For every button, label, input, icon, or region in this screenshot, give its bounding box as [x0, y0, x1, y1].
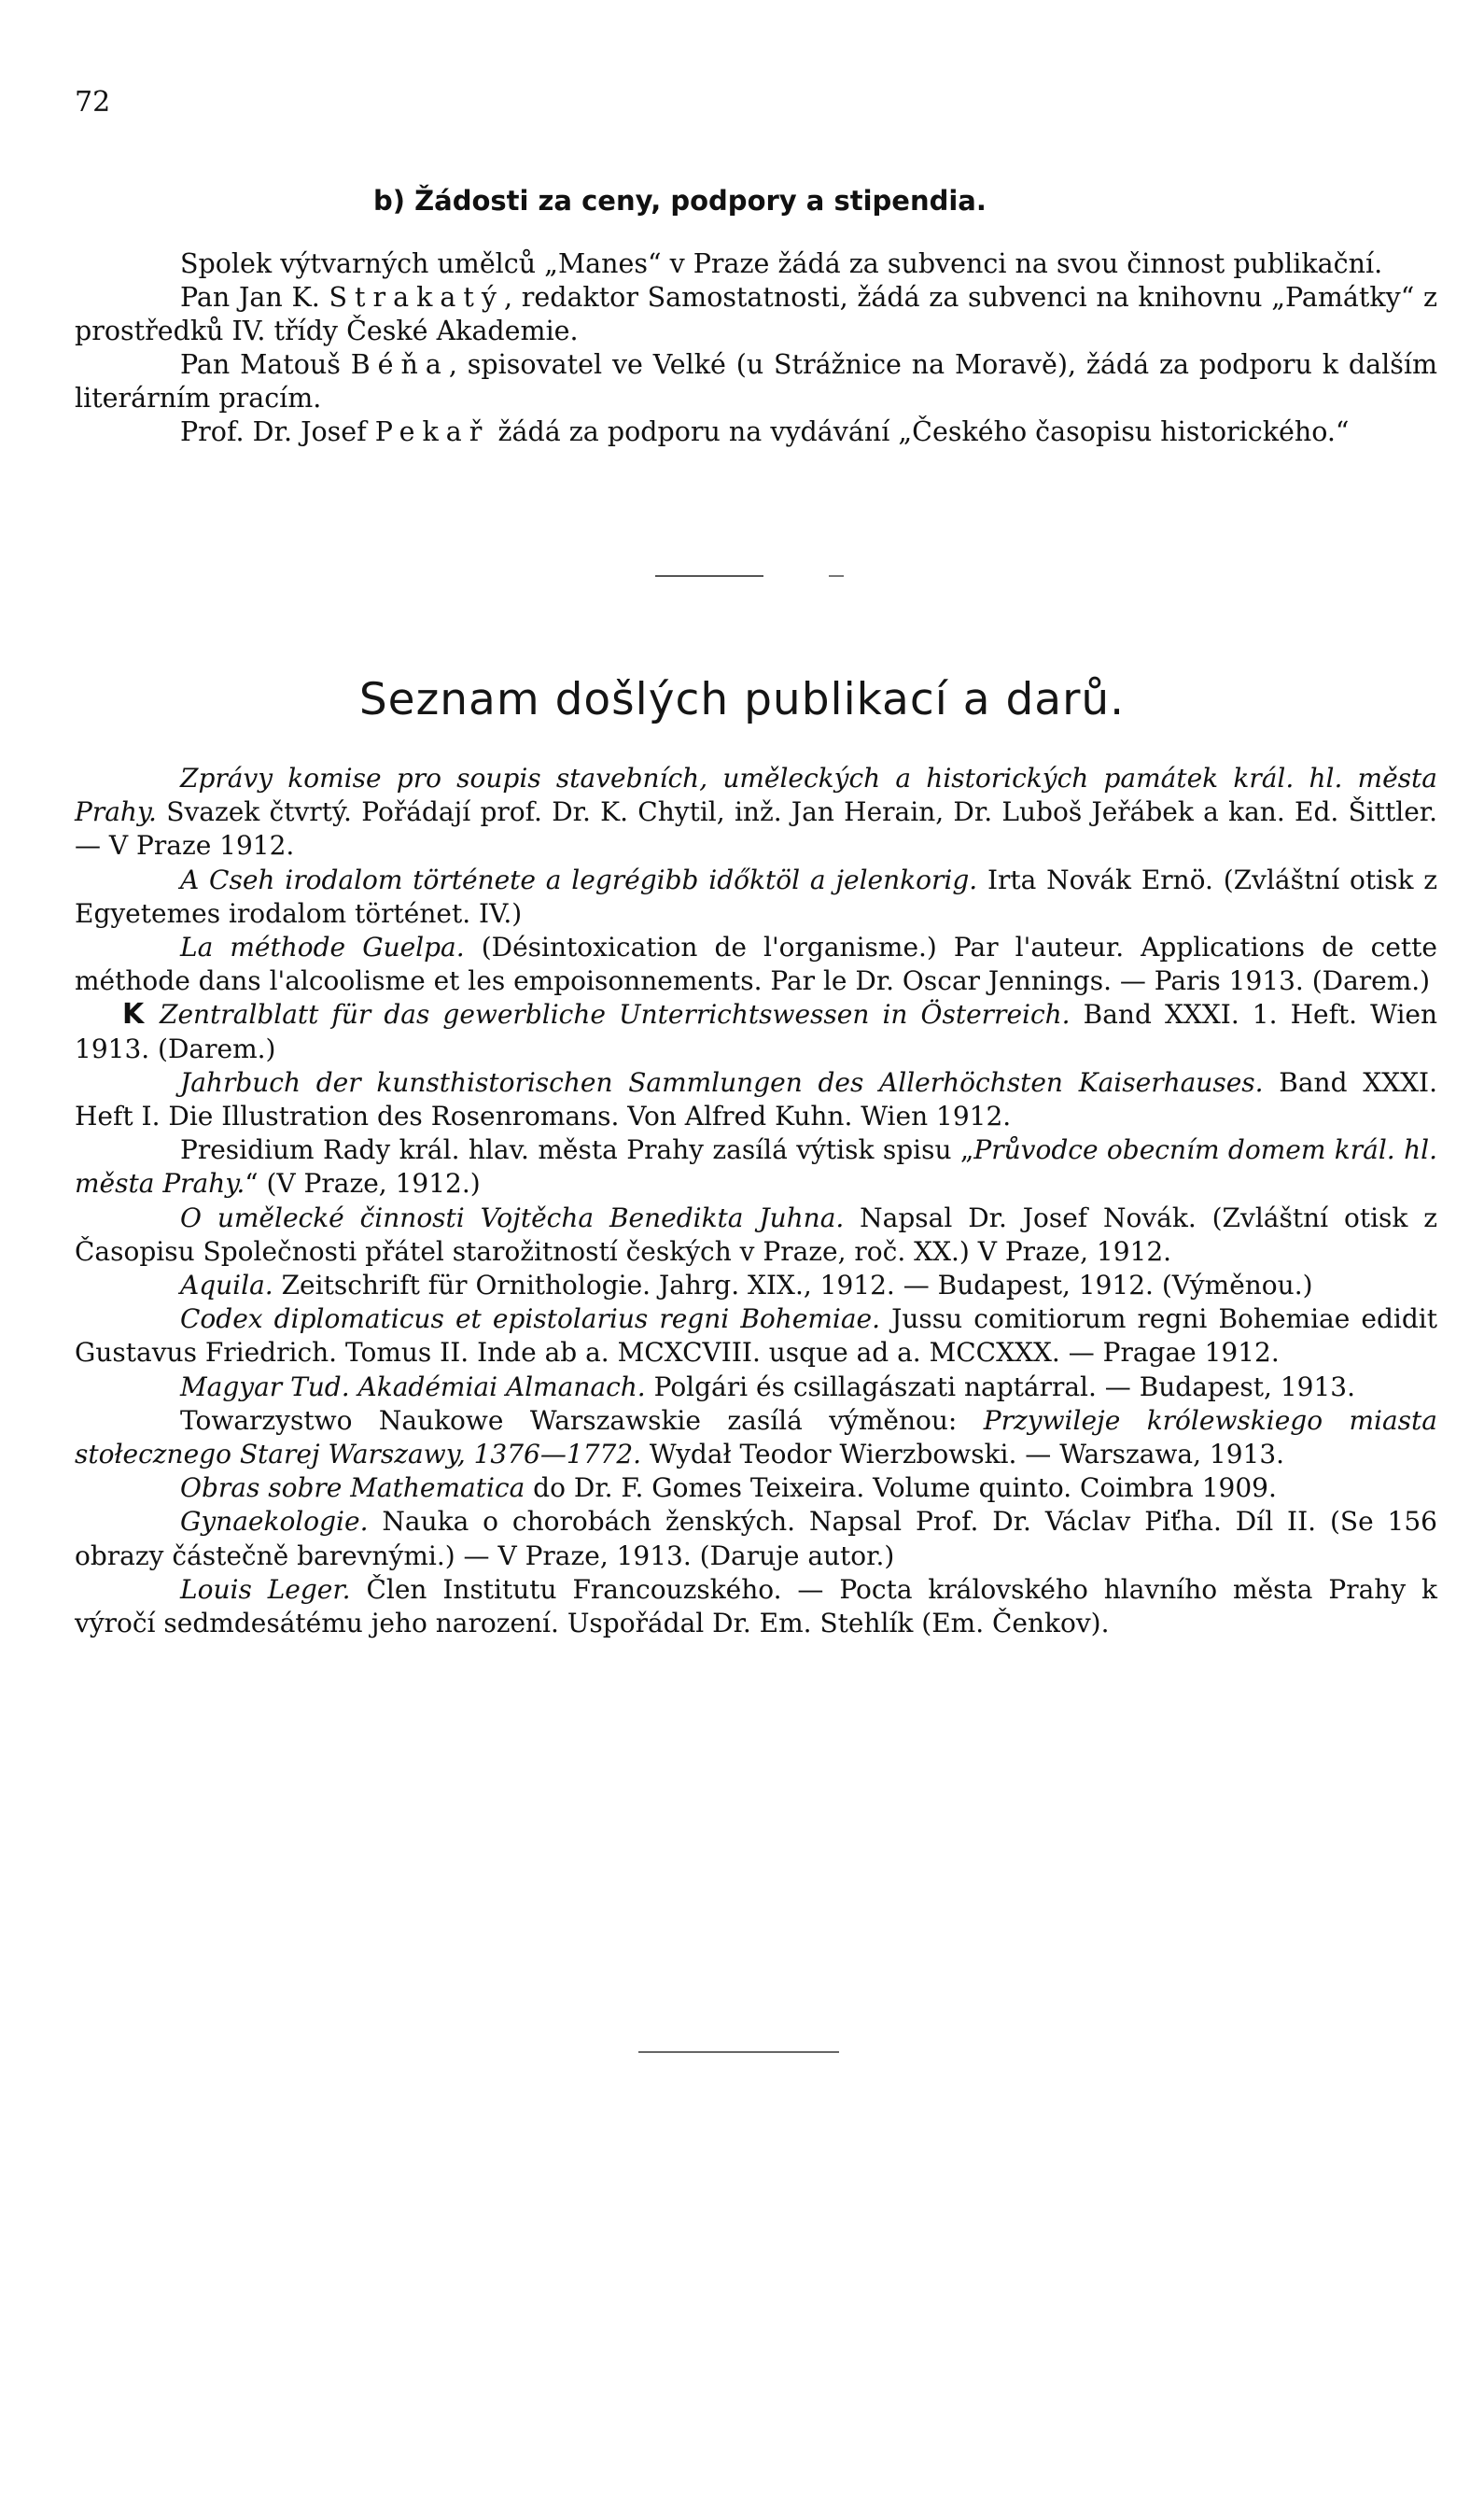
divider-rule [655, 575, 763, 577]
margin-mark-icon: K [122, 998, 145, 1032]
list-entry: Magyar Tud. Akadémiai Almanach. Polgári és csillagászati naptárral. — Budapest, 1913. [180, 1371, 1355, 1402]
divider-rule [638, 2051, 839, 2053]
list-entry: A Cseh irodalom története a legrégibb időktöl a jelenkorig. Irta Novák Ernö. (Zvláštní otisk z Egyetemes irodalom történet. IV.) [75, 864, 1438, 929]
spaced-name: Pekař [374, 416, 490, 447]
list-title: Seznam došlých publikací a darů. [358, 674, 1126, 725]
divider-rule [829, 575, 844, 577]
list-entry: Gynaekologie. Nauka o chorobách ženských. Napsal Prof. Dr. Václav Piťha. Díl II. (Se 156 obrazy částečně barevnými.) — V Praze, 1913. (Daruje autor.) [75, 1506, 1437, 1571]
section-heading: b) Žádosti za ceny, podpory a stipendia. [373, 185, 987, 217]
page-number: 72 [75, 86, 111, 119]
list-entry: O umělecké činnosti Vojtěcha Benedikta Juhna. Napsal Dr. Josef Novák. (Zvláštní otisk z Časopisu Společnosti přátel starožitností českých v Praze, roč. XX.) V Praze, 1912. [75, 1202, 1438, 1267]
list-entry: Obras sobre Mathematica do Dr. F. Gomes Teixeira. Volume quinto. Coimbra 1909. [180, 1472, 1277, 1504]
publications-list [75, 762, 1437, 1640]
list-entry: Aquila. Zeitschrift für Ornithologie. Jahrg. XIX., 1912. — Budapest, 1912. (Výměnou.) [180, 1270, 1313, 1301]
spaced-name: Béňa [350, 349, 449, 380]
paragraph: Pan Matouš Béňa, spisovatel ve Velké (u Strážnice na Moravě), žádá za podporu k dalším literárním pracím. [75, 349, 1437, 414]
list-entry: Towarzystwo Naukowe Warszawskie zasílá výměnou: Przywileje królewskiego miasta stołecznego Starej Warszawy, 1376—1772. Wydał Teodor Wierzbowski. — Warszawa, 1913. [75, 1404, 1438, 1470]
list-entry: Codex diplomaticus et epistolarius regni Bohemiae. Jussu comitiorum regni Bohemiae edidit Gustavus Friedrich. Tomus II. Inde ab a. MCXCVIII. usque ad a. MCCXXX. — Pragae 1912. [75, 1303, 1437, 1369]
list-entry: Presidium Rady král. hlav. města Prahy zasílá výtisk spisu „Průvodce obecním domem král. hl. města Prahy.“ (V Praze, 1912.) [75, 1134, 1437, 1200]
paragraph: Pan Jan K. Strakatý, redaktor Samostatnosti, žádá za subvenci na knihovnu „Památky“ z prostředků IV. třídy České Akademie. [75, 282, 1437, 346]
paragraph: Prof. Dr. Josef Pekař žádá za podporu na vydávání „Českého časopisu historického.“ [180, 416, 1350, 447]
list-entry: K Zentralblatt für das gewerbliche Unterrichtswessen in Österreich. Band XXXI. 1. Heft. Wien 1913. (Darem.) [75, 998, 1438, 1064]
list-entry: Zprávy komise pro soupis stavebních, uměleckých a historických památek král. hl. města Prahy. Svazek čtvrtý. Pořádají prof. Dr. K. Chytil, inž. Jan Herain, Dr. Luboš Jeřábek a kan. Ed. Šittler. — V Praze 1912. [75, 763, 1437, 862]
list-entry: Jahrbuch der kunsthistorischen Sammlungen des Allerhöchsten Kaiserhauses. Band XXXI. Heft I. Die Illustration des Rosenromans. Von Alfred Kuhn. Wien 1912. [75, 1066, 1437, 1132]
paragraph: Spolek výtvarných umělců „Manes“ v Praze žádá za subvenci na svou činnost publikační. [180, 248, 1383, 279]
list-entry: La méthode Guelpa. (Désintoxication de l'organisme.) Par l'auteur. Applications de cette méthode dans l'alcoolisme et les empoisonnements. Par le Dr. Oscar Jennings. — Paris 1913. (Darem.) [75, 932, 1437, 997]
list-entry: Louis Leger. Člen Institutu Francouzského. — Pocta královského hlavního města Prahy k výročí sedmdesátému jeho narození. Uspořádal Dr. Em. Stehlík (Em. Čenkov). [75, 1573, 1438, 1639]
spaced-name: Strakatý [329, 282, 504, 313]
section-requests [75, 184, 1437, 449]
